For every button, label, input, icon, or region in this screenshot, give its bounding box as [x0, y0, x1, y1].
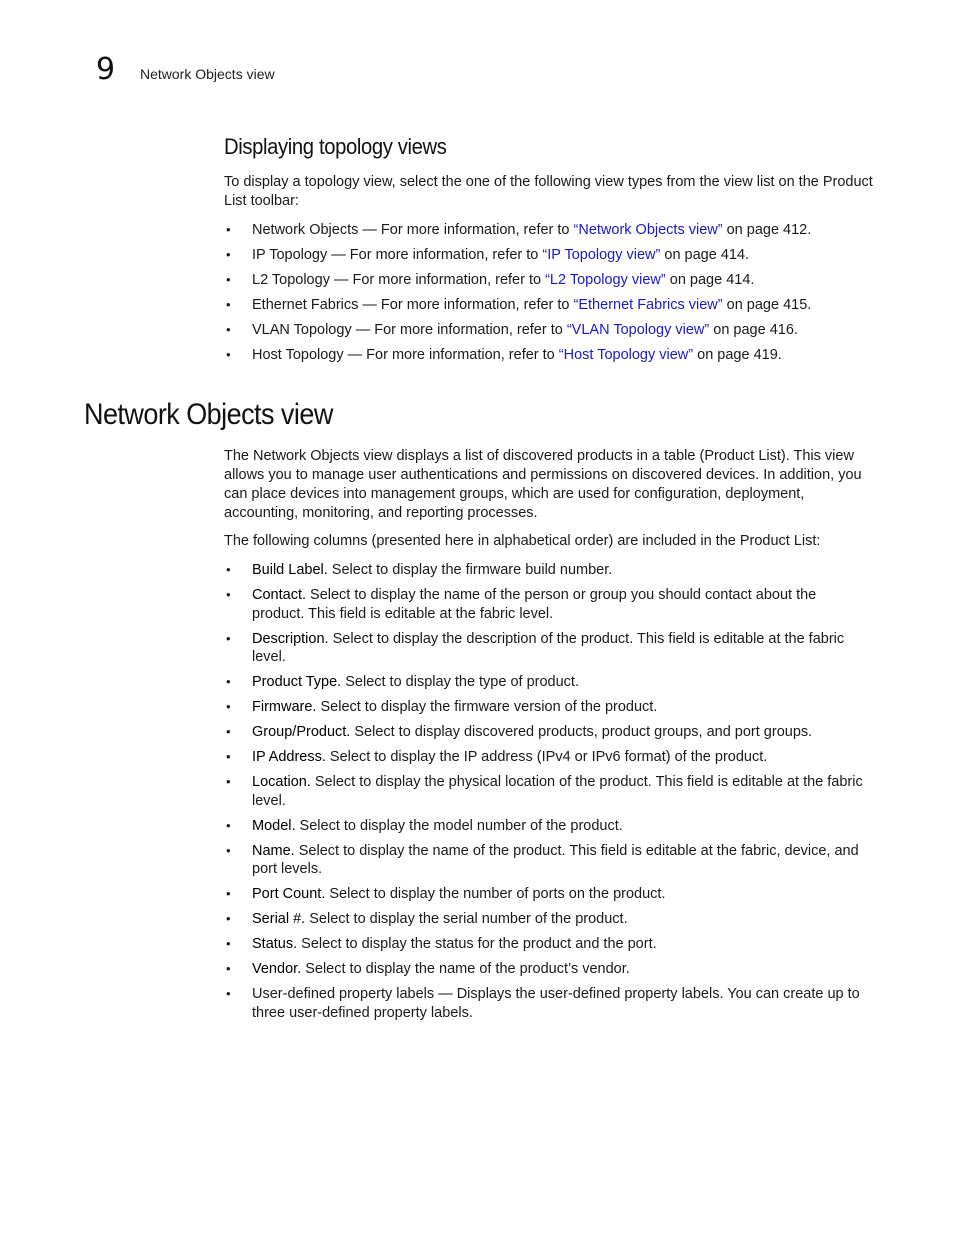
product-list-columns [224, 561, 872, 1022]
column-term: Description. [252, 630, 329, 647]
xref-link-ethernet-fabrics-view[interactable]: “Ethernet Fabrics view” [573, 297, 723, 313]
item-lead-text: VLAN Topology — For more information, refer to [252, 322, 567, 338]
bullet-icon: • [226, 699, 231, 714]
topology-list-item [224, 246, 874, 265]
column-description: Select to display the name of the product. This field is editable at the fabric, device, and port levels. [252, 842, 859, 877]
bullet-icon: • [226, 724, 231, 739]
bullet-icon: • [226, 630, 231, 646]
column-list-item [224, 698, 872, 717]
column-list-item [224, 773, 872, 810]
item-page-ref: on page 415. [722, 297, 812, 313]
column-description: Select to display the firmware build number. [327, 562, 613, 578]
bullet-icon: • [226, 749, 231, 764]
column-list-item [224, 586, 872, 623]
topology-list-item [224, 321, 874, 340]
bullet-icon: • [226, 587, 231, 602]
xref-link-ip-topology-view[interactable]: “IP Topology view” [542, 247, 661, 263]
column-term: Port Count. [252, 886, 326, 902]
bullet-icon: • [226, 774, 231, 789]
topology-view-list [224, 221, 874, 365]
column-list-item [224, 842, 872, 879]
topology-list-item [224, 271, 874, 290]
column-description: User-defined property labels — Displays the user-defined property labels. You can create up to three user-defined property labels. [252, 986, 860, 1021]
column-description: Select to display the IP address (IPv4 or IPv6 format) of the product. [325, 749, 768, 765]
item-lead-text: Network Objects — For more information, refer to [252, 222, 574, 238]
column-term: IP Address. [252, 749, 326, 765]
bullet-icon: • [226, 562, 231, 577]
columns-intro-paragraph: The following columns (presented here in alphabetical order) are included in the Product List: [224, 533, 821, 549]
item-page-ref: on page 412. [722, 222, 812, 238]
column-description: Select to display the physical location of the product. This field is editable at the fabric level. [252, 774, 863, 809]
column-list-item [224, 630, 872, 667]
item-lead-text: Ethernet Fabrics — For more information, refer to [252, 297, 574, 313]
bullet-icon: • [226, 986, 231, 1001]
column-description: Select to display the description of the product. This field is editable at the fabric level. [252, 630, 845, 665]
bullet-icon: • [226, 886, 231, 901]
section-heading-network-objects: Network Objects view [84, 398, 333, 431]
column-list-item [224, 561, 872, 580]
xref-link-l2-topology-view[interactable]: “L2 Topology view” [545, 272, 666, 288]
bullet-icon: • [226, 297, 231, 312]
column-list-item [224, 885, 872, 904]
chapter-number: 9 [96, 52, 116, 87]
column-description: Select to display the serial number of the product. [305, 911, 628, 927]
column-term: Status. [252, 936, 298, 952]
bullet-icon: • [226, 322, 231, 337]
column-description: Select to display the status for the product and the port. [297, 936, 657, 952]
column-list-item [224, 960, 872, 979]
column-term: Product Type. [252, 674, 342, 690]
column-term: Location. [252, 774, 311, 790]
column-list-item [224, 723, 872, 742]
column-term: Build Label. [252, 562, 328, 578]
column-term: Contact. [252, 587, 306, 603]
column-list-item [224, 910, 872, 929]
item-page-ref: on page 414. [660, 247, 750, 263]
column-term: Firmware. [252, 699, 317, 715]
column-list-item [224, 817, 872, 836]
topology-view-list-block [224, 221, 874, 365]
topology-list-item [224, 346, 874, 365]
product-list-columns-block [224, 561, 872, 1022]
item-page-ref: on page 416. [709, 322, 798, 338]
bullet-icon: • [226, 674, 231, 689]
topology-list-item [224, 296, 874, 315]
column-description: Select to display the model number of the product. [295, 817, 623, 834]
columns-intro-block [224, 532, 874, 551]
column-description: Select to display the name of the product’s vendor. [301, 961, 630, 977]
column-description: Select to display the firmware version of the product. [316, 699, 658, 715]
section-heading-topology: Displaying topology views [224, 134, 447, 159]
column-description: Select to display the name of the person or group you should contact about the product. This field is editable at the fabric level. [252, 587, 817, 622]
column-description: Select to display the number of ports on the product. [325, 886, 666, 902]
xref-link-host-topology-view[interactable]: “Host Topology view” [558, 347, 694, 363]
column-term: Serial #. [252, 911, 306, 927]
column-term: Vendor. [252, 961, 302, 977]
column-term: Group/Product. [252, 724, 351, 740]
column-list-item [224, 673, 872, 692]
item-page-ref: on page 419. [693, 347, 782, 363]
column-list-item [224, 985, 872, 1022]
running-header-title: Network Objects view [140, 66, 275, 82]
column-description: Select to display discovered products, product groups, and port groups. [350, 724, 813, 740]
bullet-icon: • [226, 911, 231, 926]
topology-intro-paragraph: To display a topology view, select the one of the following view types from the view list on the Product List toolbar: [224, 174, 873, 209]
bullet-icon: • [226, 272, 231, 287]
item-lead-text: L2 Topology — For more information, refer to [252, 272, 546, 288]
column-term: Name. [252, 842, 295, 859]
xref-link-vlan-topology-view[interactable]: “VLAN Topology view” [566, 322, 710, 338]
bullet-icon: • [226, 347, 231, 362]
bullet-icon: • [226, 817, 231, 833]
topology-list-item [224, 221, 874, 240]
item-lead-text: IP Topology — For more information, refer to [252, 247, 543, 263]
topology-intro-block [224, 173, 874, 211]
item-page-ref: on page 414. [665, 272, 755, 288]
network-objects-description-paragraph: The Network Objects view displays a list of discovered products in a table (Product List). This view allows you to manage user authentications and permissions on discovered devices. In addition, you can place devices into management groups, which are used for configuration, deployment, accounting, monitoring, and reporting processes. [224, 448, 862, 521]
column-list-item [224, 748, 872, 767]
bullet-icon: • [226, 842, 231, 858]
item-lead-text: Host Topology — For more information, refer to [252, 347, 559, 363]
bullet-icon: • [226, 222, 231, 237]
bullet-icon: • [226, 936, 231, 951]
column-list-item [224, 935, 872, 954]
column-description: Select to display the type of product. [341, 674, 579, 690]
bullet-icon: • [226, 961, 231, 976]
bullet-icon: • [226, 247, 231, 262]
xref-link-network-objects-view[interactable]: “Network Objects view” [573, 222, 723, 238]
network-objects-intro-block [224, 447, 874, 523]
column-term: Model. [252, 817, 296, 834]
